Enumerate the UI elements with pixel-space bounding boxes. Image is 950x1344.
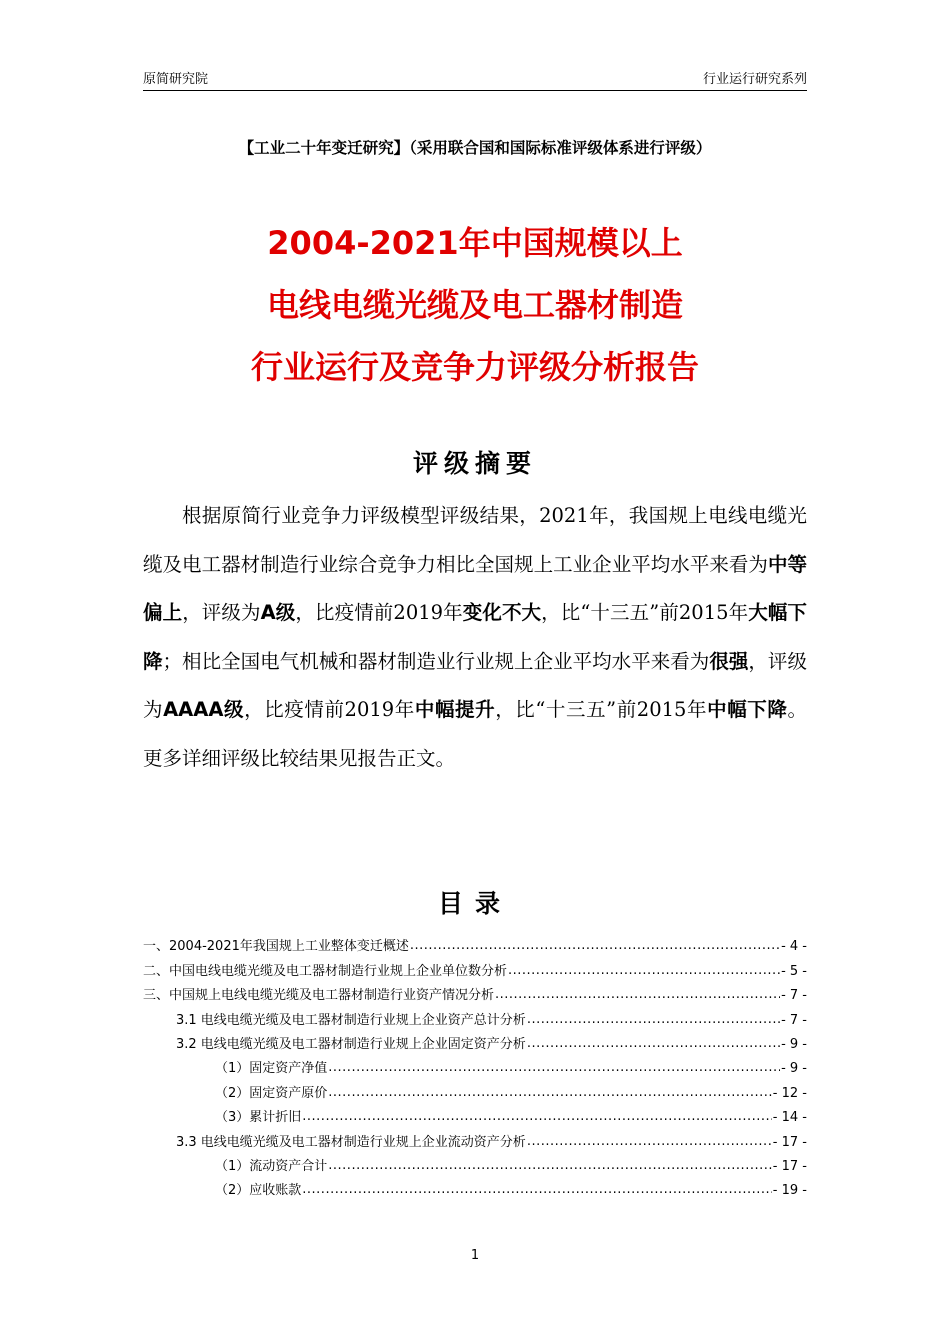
summary-text: ，评级为 — [182, 601, 261, 624]
toc-leader-dots — [328, 1060, 780, 1076]
series-line: 【工业二十年变迁研究】（采用联合国和国际标准评级体系进行评级） — [238, 139, 712, 157]
summary-emphasis: 很强 — [709, 649, 749, 673]
toc-entry-title: 3.3 电线电缆光缆及电工器材制造行业规上企业流动资产分析 — [176, 1134, 526, 1150]
summary-emphasis: A级 — [260, 601, 296, 624]
toc-entry[interactable] — [143, 1101, 807, 1125]
toc-entry-page: - 17 - — [772, 1134, 807, 1150]
toc-leader-dots — [328, 1158, 772, 1174]
toc-entry-title: （2）固定资产原价 — [215, 1085, 328, 1101]
toc-entry[interactable] — [143, 1052, 807, 1076]
toc-leader-dots — [410, 938, 780, 954]
toc-entry-page: - 12 - — [772, 1085, 807, 1101]
toc-heading: 目录 — [437, 889, 512, 918]
toc-entry-title: 一、2004-2021年我国规上工业整体变迁概述 — [143, 939, 409, 955]
summary-text: ，比疫情前2019年 — [295, 601, 463, 624]
toc-entry[interactable] — [143, 1174, 807, 1198]
toc-entry-page: - 7 - — [781, 1012, 807, 1028]
summary-heading: 评级摘要 — [412, 449, 537, 478]
summary-text: ，比“十三五”前2015年 — [495, 698, 708, 721]
toc-entry[interactable] — [143, 1028, 807, 1052]
toc-leader-dots — [508, 963, 780, 979]
toc-entry-page: - 9 - — [781, 1061, 807, 1077]
toc-entry-page: - 17 - — [772, 1158, 807, 1174]
title-line: 电线电缆光缆及电工器材制造 — [266, 286, 683, 324]
summary-paragraph — [143, 492, 807, 783]
summary-text: ，评级为 — [143, 649, 807, 721]
summary-emphasis: 中幅下降 — [707, 698, 788, 721]
toc-leader-dots — [527, 1036, 780, 1052]
toc-entry-page: - 7 - — [781, 988, 807, 1004]
summary-emphasis: 中幅提升 — [414, 698, 496, 721]
report-title — [100, 212, 850, 398]
toc-entry[interactable] — [143, 1150, 807, 1174]
toc-entry-page: - 5 - — [781, 963, 807, 979]
summary-text: 根据原简行业竞争力评级模型评级结果，2021年，我国规上电线电缆光缆及电工器材制造行业综合竞争力相比全国规上工业企业平均水平来看为 — [143, 504, 807, 576]
summary-text: ，比疫情前2019年 — [244, 698, 415, 721]
page-header — [143, 66, 807, 91]
toc-leader-dots — [527, 1012, 780, 1028]
summary-emphasis: 大幅下降 — [143, 601, 807, 673]
toc-entry-title: （2）应收账款 — [215, 1183, 302, 1199]
toc-entry[interactable] — [143, 1003, 807, 1027]
toc-entry-page: - 14 - — [772, 1110, 807, 1126]
toc-leader-dots — [302, 1182, 772, 1198]
toc-entry-title: （3）累计折旧 — [215, 1110, 302, 1126]
toc-entry-page: - 19 - — [772, 1183, 807, 1199]
toc-leader-dots — [495, 987, 780, 1003]
summary-emphasis: 中等偏上 — [143, 552, 807, 624]
toc-entry[interactable] — [143, 1076, 807, 1100]
toc-leader-dots — [302, 1109, 772, 1125]
toc-entry[interactable] — [143, 979, 807, 1003]
summary-emphasis: AAAA级 — [163, 698, 245, 721]
header-series-name: 行业运行研究系列 — [702, 72, 807, 87]
title-line: 行业运行及竞争力评级分析报告 — [250, 348, 699, 386]
title-line: 2004-2021年中国规模以上 — [267, 224, 683, 262]
summary-text: ；相比全国电气机械和器材制造业行业规上企业平均水平来看为 — [162, 649, 710, 673]
toc-leader-dots — [527, 1134, 772, 1150]
toc-entry-title: （1）流动资产合计 — [215, 1158, 328, 1174]
toc-entry-title: 二、中国电线电缆光缆及电工器材制造行业规上企业单位数分析 — [143, 963, 508, 979]
toc-entry-title: （1）固定资产净值 — [215, 1061, 328, 1077]
summary-emphasis: 变化不大 — [462, 601, 542, 624]
toc-entry[interactable] — [143, 954, 807, 978]
toc-leader-dots — [328, 1085, 772, 1101]
toc-entry[interactable] — [143, 930, 807, 954]
header-org-name: 原简研究院 — [143, 72, 209, 87]
toc-entry-title: 3.1 电线电缆光缆及电工器材制造行业规上企业资产总计分析 — [176, 1012, 526, 1028]
toc-entry-page: - 4 - — [781, 939, 807, 955]
toc-entry-page: - 9 - — [781, 1036, 807, 1052]
summary-text: 。更多详细评级比较结果见报告正文。 — [143, 698, 807, 770]
toc-entry-title: 3.2 电线电缆光缆及电工器材制造行业规上企业固定资产分析 — [176, 1036, 526, 1052]
page-number: 1 — [470, 1248, 480, 1263]
toc-entry[interactable] — [143, 1125, 807, 1149]
toc-entry-title: 三、中国规上电线电缆光缆及电工器材制造行业资产情况分析 — [143, 988, 495, 1004]
summary-text: ，比“十三五”前2015年 — [541, 601, 749, 624]
table-of-contents — [143, 930, 807, 1198]
